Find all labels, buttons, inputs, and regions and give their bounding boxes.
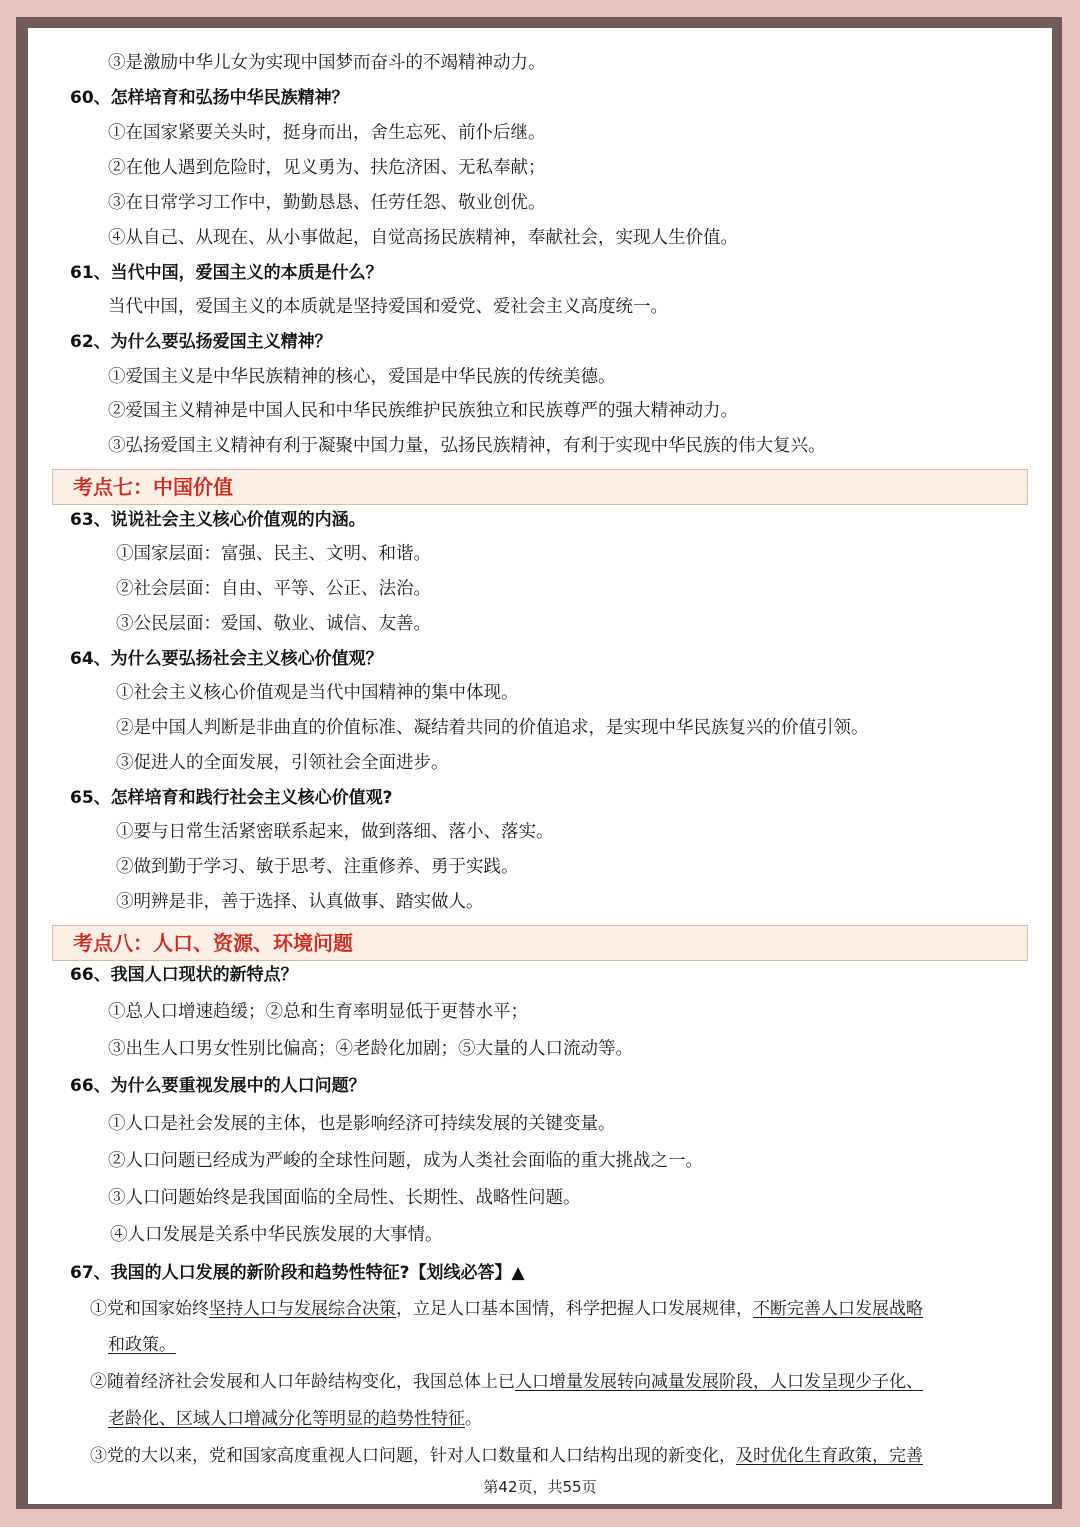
text-line: ④人口发展是关系中华民族发展的大事情。 bbox=[110, 1225, 443, 1245]
text-line: ①要与日常生活紧密联系起来，做到落细、落小、落实。 bbox=[116, 822, 554, 842]
text-line: ②随着经济社会发展和人口年龄结构变化，我国总体上已人口增量发展转向减量发展阶段，人口发呈现少子化、 bbox=[90, 1372, 923, 1392]
question-60: 60、怎样培育和弘扬中华民族精神？ bbox=[70, 88, 349, 108]
section-title: 考点八：人口、资源、环境问题 bbox=[73, 931, 353, 955]
text-line: ①爱国主义是中华民族精神的核心，爱国是中华民族的传统美德。 bbox=[108, 367, 616, 387]
text-line: ③弘扬爱国主义精神有利于凝聚中国力量，弘扬民族精神，有利于实现中华民族的伟大复兴。 bbox=[108, 436, 826, 456]
text-line: ③促进人的全面发展，引领社会全面进步。 bbox=[116, 753, 449, 773]
question-63: 63、说说社会主义核心价值观的内涵。 bbox=[70, 510, 366, 530]
text-line: ②在他人遇到危险时，见义勇为、扶危济困、无私奉献； bbox=[108, 158, 546, 178]
question-67: 67、我国的人口发展的新阶段和趋势性特征?【划线必答】▲ bbox=[70, 1263, 525, 1283]
text-line: ①国家层面：富强、民主、文明、和谐。 bbox=[116, 544, 431, 564]
text-line: ①党和国家始终坚持人口与发展综合决策，立足人口基本国情，科学把握人口发展规律，不断完善人口发展战略 bbox=[90, 1299, 923, 1319]
text-line: 和政策。 bbox=[108, 1335, 176, 1355]
question-66b: 66、为什么要重视发展中的人口问题？ bbox=[70, 1076, 366, 1096]
section-header-7 bbox=[52, 469, 1028, 505]
question-62: 62、为什么要弘扬爱国主义精神？ bbox=[70, 332, 332, 352]
text-line: ③公民层面：爱国、敬业、诚信、友善。 bbox=[116, 614, 431, 634]
text-line: ②爱国主义精神是中国人民和中华民族维护民族独立和民族尊严的强大精神动力。 bbox=[108, 401, 738, 421]
text-line: ③出生人口男女性别比偏高；④老龄化加剧；⑤大量的人口流动等。 bbox=[108, 1039, 633, 1059]
text-line: ③党的大以来，党和国家高度重视人口问题，针对人口数量和人口结构出现的新变化，及时优化生育政策，完善 bbox=[90, 1446, 923, 1466]
question-66a: 66、我国人口现状的新特点？ bbox=[70, 965, 298, 985]
text-line: 当代中国，爱国主义的本质就是坚持爱国和爱党、爱社会主义高度统一。 bbox=[108, 297, 668, 317]
text-line: ①总人口增速趋缓；②总和生育率明显低于更替水平； bbox=[108, 1002, 528, 1022]
text-line: ①在国家紧要关头时，挺身而出，舍生忘死、前仆后继。 bbox=[108, 123, 546, 143]
text-line: ②社会层面：自由、平等、公正、法治。 bbox=[116, 579, 431, 599]
text-line: ②是中国人判断是非曲直的价值标准、凝结着共同的价值追求，是实现中华民族复兴的价值引领。 bbox=[116, 718, 869, 738]
text-line: ④从自己、从现在、从小事做起，自觉高扬民族精神，奉献社会，实现人生价值。 bbox=[108, 228, 738, 248]
section-header-8 bbox=[52, 925, 1028, 961]
text-line: ①社会主义核心价值观是当代中国精神的集中体现。 bbox=[116, 683, 519, 703]
question-65: 65、怎样培育和践行社会主义核心价值观? bbox=[70, 788, 393, 808]
text-line: ③是激励中华儿女为实现中国梦而奋斗的不竭精神动力。 bbox=[108, 53, 546, 73]
text-line: ②人口问题已经成为严峻的全球性问题，成为人类社会面临的重大挑战之一。 bbox=[108, 1151, 703, 1171]
document-page bbox=[28, 28, 1052, 1504]
question-61: 61、当代中国，爱国主义的本质是什么？ bbox=[70, 263, 383, 283]
question-64: 64、为什么要弘扬社会主义核心价值观？ bbox=[70, 649, 383, 669]
page-number: 第42页，共55页 bbox=[483, 1478, 597, 1496]
section-title: 考点七：中国价值 bbox=[73, 475, 233, 499]
text-line: 老龄化、区域人口增减分化等明显的趋势性特征。 bbox=[108, 1409, 482, 1429]
text-line: ③人口问题始终是我国面临的全局性、长期性、战略性问题。 bbox=[108, 1188, 581, 1208]
text-line: ①人口是社会发展的主体，也是影响经济可持续发展的关键变量。 bbox=[108, 1114, 616, 1134]
text-line: ②做到勤于学习、敏于思考、注重修养、勇于实践。 bbox=[116, 857, 519, 877]
text-line: ③明辨是非，善于选择、认真做事、踏实做人。 bbox=[116, 892, 484, 912]
text-line: ③在日常学习工作中，勤勤恳恳、任劳任怨、敬业创优。 bbox=[108, 193, 546, 213]
